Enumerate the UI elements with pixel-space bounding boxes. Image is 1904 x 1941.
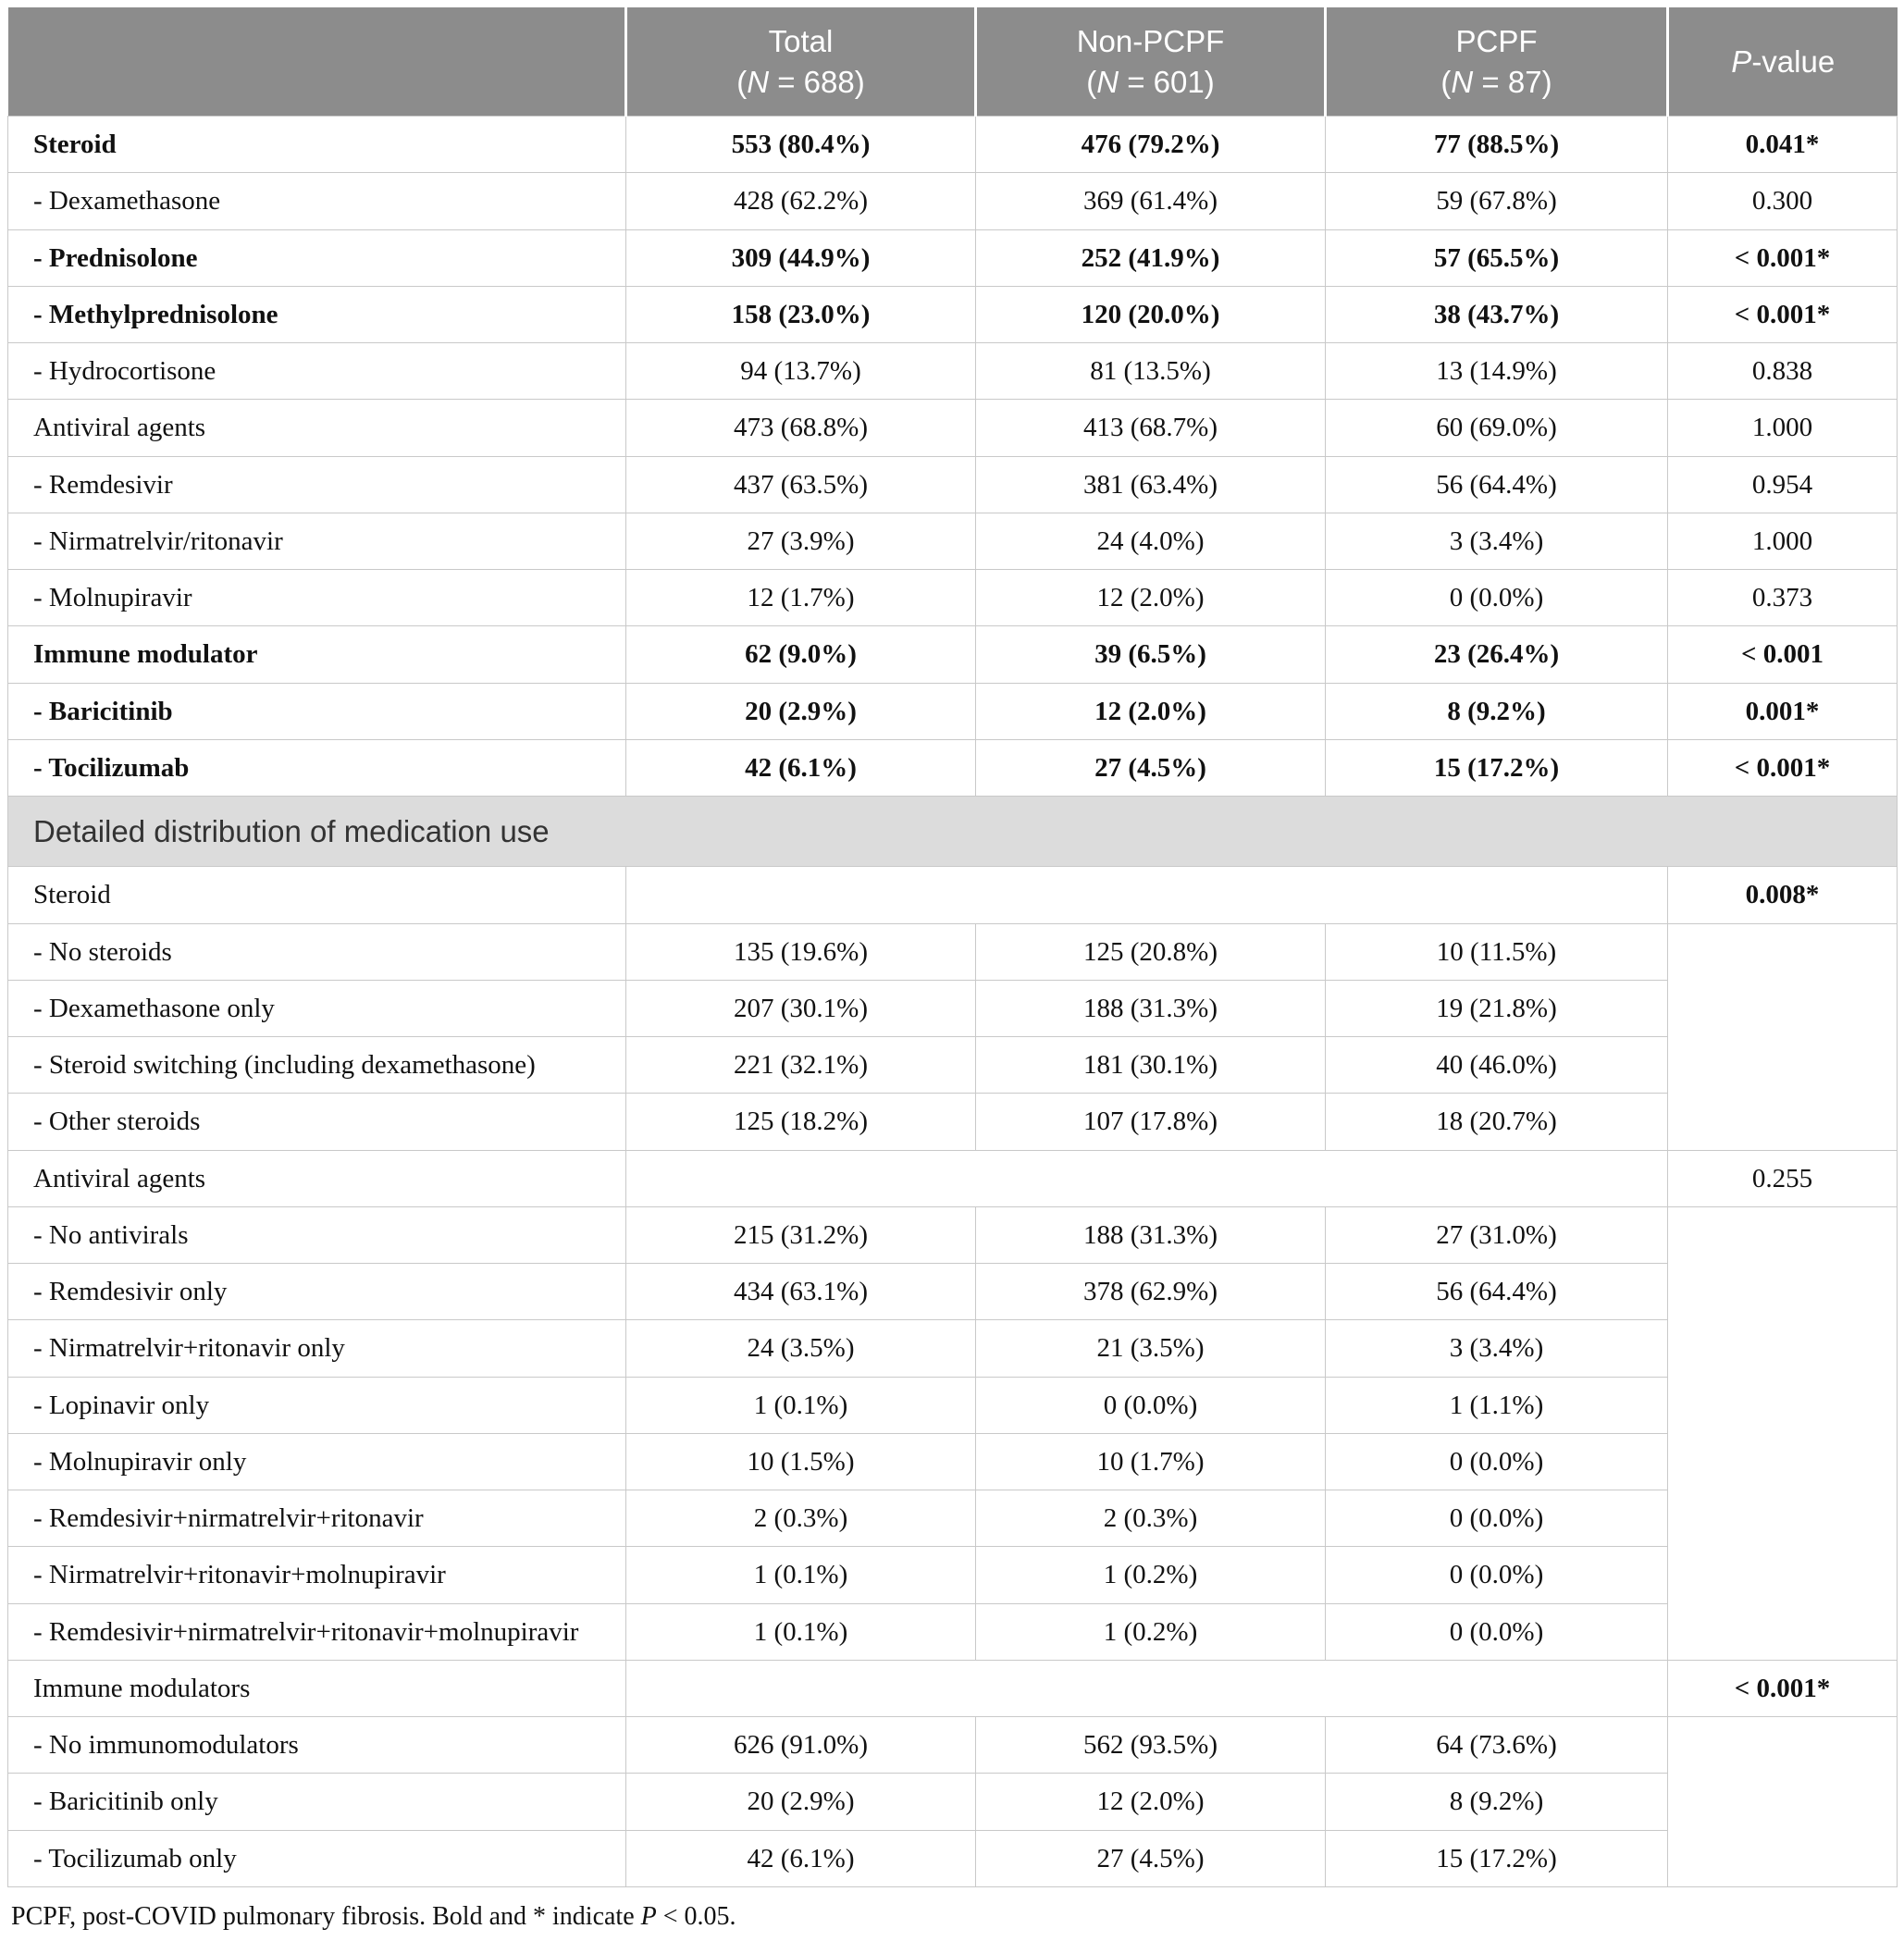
row-label: - Nirmatrelvir+ritonavir+molnupiravir: [8, 1547, 626, 1603]
row-label: - No antivirals: [8, 1206, 626, 1263]
value-non-pcpf: 12 (2.0%): [976, 683, 1326, 739]
value-pcpf: 0 (0.0%): [1326, 570, 1668, 626]
value-non-pcpf: 0 (0.0%): [976, 1377, 1326, 1433]
table-row: [8, 229, 1898, 286]
value-non-pcpf: 369 (61.4%): [976, 173, 1326, 229]
row-label: - Dexamethasone only: [8, 980, 626, 1036]
group-p-value: 0.255: [1668, 1150, 1898, 1206]
value-total: 158 (23.0%): [626, 286, 976, 342]
column-header-pcpf: PCPF (N = 87): [1326, 7, 1668, 117]
value-pcpf: 59 (67.8%): [1326, 173, 1668, 229]
value-total: 309 (44.9%): [626, 229, 976, 286]
column-header-label: [8, 7, 626, 117]
p-value: 1.000: [1668, 513, 1898, 569]
p-value-empty: [1668, 1717, 1898, 1887]
value-pcpf: 0 (0.0%): [1326, 1603, 1668, 1660]
table-row: [8, 980, 1898, 1036]
p-value-empty: [1668, 923, 1898, 1150]
value-pcpf: 8 (9.2%): [1326, 1774, 1668, 1830]
value-pcpf: 23 (26.4%): [1326, 626, 1668, 683]
value-non-pcpf: 39 (6.5%): [976, 626, 1326, 683]
table-row: [8, 1037, 1898, 1094]
row-label: - Tocilizumab: [8, 739, 626, 796]
footnote-italic-p: P: [640, 1901, 657, 1931]
value-non-pcpf: 2 (0.3%): [976, 1490, 1326, 1547]
table-row: [8, 739, 1898, 796]
value-total: 553 (80.4%): [626, 117, 976, 173]
value-total: 473 (68.8%): [626, 400, 976, 456]
value-non-pcpf: 181 (30.1%): [976, 1037, 1326, 1094]
detailed-distribution-section: [8, 867, 1898, 1887]
row-label: - Prednisolone: [8, 229, 626, 286]
p-value: < 0.001*: [1668, 739, 1898, 796]
value-non-pcpf: 188 (31.3%): [976, 980, 1326, 1036]
table-row: [8, 923, 1898, 980]
table-row: [8, 456, 1898, 513]
row-label: - Tocilizumab only: [8, 1830, 626, 1886]
row-label: - Nirmatrelvir+ritonavir only: [8, 1320, 626, 1377]
value-pcpf: 56 (64.4%): [1326, 456, 1668, 513]
value-pcpf: 8 (9.2%): [1326, 683, 1668, 739]
value-pcpf: 57 (65.5%): [1326, 229, 1668, 286]
column-header-total: Total (N = 688): [626, 7, 976, 117]
group-p-value: < 0.001*: [1668, 1660, 1898, 1716]
footnote-text-2: < 0.05.: [656, 1901, 736, 1931]
value-total: 135 (19.6%): [626, 923, 976, 980]
column-header-p-value: P-value: [1668, 7, 1898, 117]
value-total: 125 (18.2%): [626, 1094, 976, 1150]
p-value: 0.838: [1668, 343, 1898, 400]
table-row: [8, 1717, 1898, 1774]
table-row: [8, 1264, 1898, 1320]
value-non-pcpf: 21 (3.5%): [976, 1320, 1326, 1377]
row-label: Immune modulator: [8, 626, 626, 683]
row-label: - Nirmatrelvir/ritonavir: [8, 513, 626, 569]
value-total: 94 (13.7%): [626, 343, 976, 400]
value-total: 428 (62.2%): [626, 173, 976, 229]
value-non-pcpf: 81 (13.5%): [976, 343, 1326, 400]
value-pcpf: 0 (0.0%): [1326, 1490, 1668, 1547]
value-total: 20 (2.9%): [626, 683, 976, 739]
table-row: [8, 1603, 1898, 1660]
value-non-pcpf: 252 (41.9%): [976, 229, 1326, 286]
row-label: - Lopinavir only: [8, 1377, 626, 1433]
row-label: - Remdesivir+nirmatrelvir+ritonavir+molnupiravir: [8, 1603, 626, 1660]
value-non-pcpf: 1 (0.2%): [976, 1603, 1326, 1660]
p-value: < 0.001*: [1668, 229, 1898, 286]
p-value: < 0.001: [1668, 626, 1898, 683]
value-pcpf: 10 (11.5%): [1326, 923, 1668, 980]
value-total: 62 (9.0%): [626, 626, 976, 683]
group-header-row: [8, 867, 1898, 923]
group-label: Steroid: [8, 867, 626, 923]
table-row: [8, 1377, 1898, 1433]
section-divider: [8, 797, 1898, 867]
table-row: [8, 1094, 1898, 1150]
table-row: [8, 1320, 1898, 1377]
header-row: [8, 7, 1898, 117]
table-row: [8, 1547, 1898, 1603]
table-row: [8, 570, 1898, 626]
section-header-cell: Detailed distribution of medication use: [8, 797, 1898, 867]
value-pcpf: 64 (73.6%): [1326, 1717, 1668, 1774]
value-total: 207 (30.1%): [626, 980, 976, 1036]
value-non-pcpf: 476 (79.2%): [976, 117, 1326, 173]
value-pcpf: 0 (0.0%): [1326, 1433, 1668, 1490]
column-header-non-pcpf: Non-PCPF (N = 601): [976, 7, 1326, 117]
group-empty-span: [626, 1660, 1668, 1716]
p-value: < 0.001*: [1668, 286, 1898, 342]
value-pcpf: 38 (43.7%): [1326, 286, 1668, 342]
table-row: [8, 1490, 1898, 1547]
value-pcpf: 60 (69.0%): [1326, 400, 1668, 456]
table-row: [8, 1433, 1898, 1490]
p-value: 0.373: [1668, 570, 1898, 626]
p-value: 0.041*: [1668, 117, 1898, 173]
table-row: [8, 286, 1898, 342]
row-label: - Dexamethasone: [8, 173, 626, 229]
table-row: [8, 1774, 1898, 1830]
value-pcpf: 0 (0.0%): [1326, 1547, 1668, 1603]
table-row: [8, 626, 1898, 683]
value-total: 1 (0.1%): [626, 1377, 976, 1433]
value-pcpf: 77 (88.5%): [1326, 117, 1668, 173]
value-non-pcpf: 378 (62.9%): [976, 1264, 1326, 1320]
table-footnote: [7, 1887, 1897, 1941]
table-row: [8, 1830, 1898, 1886]
table-row: [8, 683, 1898, 739]
p-value: 1.000: [1668, 400, 1898, 456]
row-label: - Hydrocortisone: [8, 343, 626, 400]
value-pcpf: 13 (14.9%): [1326, 343, 1668, 400]
value-total: 215 (31.2%): [626, 1206, 976, 1263]
value-total: 42 (6.1%): [626, 739, 976, 796]
row-label: - Remdesivir only: [8, 1264, 626, 1320]
medication-summary-section: [8, 117, 1898, 797]
group-label: Antiviral agents: [8, 1150, 626, 1206]
row-label: - Molnupiravir: [8, 570, 626, 626]
value-total: 24 (3.5%): [626, 1320, 976, 1377]
table-header: [8, 7, 1898, 117]
p-value-empty: [1668, 1206, 1898, 1660]
group-header-row: [8, 1660, 1898, 1716]
row-label: - Methylprednisolone: [8, 286, 626, 342]
value-total: 434 (63.1%): [626, 1264, 976, 1320]
group-empty-span: [626, 867, 1668, 923]
p-value: 0.954: [1668, 456, 1898, 513]
row-label: Steroid: [8, 117, 626, 173]
p-value: 0.300: [1668, 173, 1898, 229]
value-non-pcpf: 27 (4.5%): [976, 739, 1326, 796]
row-label: - Remdesivir: [8, 456, 626, 513]
table-row: [8, 343, 1898, 400]
table-row: [8, 400, 1898, 456]
group-empty-span: [626, 1150, 1668, 1206]
value-non-pcpf: 188 (31.3%): [976, 1206, 1326, 1263]
value-total: 626 (91.0%): [626, 1717, 976, 1774]
value-non-pcpf: 12 (2.0%): [976, 1774, 1326, 1830]
value-total: 12 (1.7%): [626, 570, 976, 626]
row-label: - No immunomodulators: [8, 1717, 626, 1774]
value-total: 42 (6.1%): [626, 1830, 976, 1886]
row-label: Antiviral agents: [8, 400, 626, 456]
medication-use-table: [7, 7, 1898, 1887]
value-non-pcpf: 10 (1.7%): [976, 1433, 1326, 1490]
value-total: 10 (1.5%): [626, 1433, 976, 1490]
table-row: [8, 513, 1898, 569]
value-non-pcpf: 12 (2.0%): [976, 570, 1326, 626]
value-pcpf: 56 (64.4%): [1326, 1264, 1668, 1320]
value-pcpf: 40 (46.0%): [1326, 1037, 1668, 1094]
group-label: Immune modulators: [8, 1660, 626, 1716]
value-non-pcpf: 562 (93.5%): [976, 1717, 1326, 1774]
value-pcpf: 1 (1.1%): [1326, 1377, 1668, 1433]
value-non-pcpf: 413 (68.7%): [976, 400, 1326, 456]
value-non-pcpf: 125 (20.8%): [976, 923, 1326, 980]
value-non-pcpf: 381 (63.4%): [976, 456, 1326, 513]
value-total: 2 (0.3%): [626, 1490, 976, 1547]
value-pcpf: 15 (17.2%): [1326, 739, 1668, 796]
value-pcpf: 27 (31.0%): [1326, 1206, 1668, 1263]
value-non-pcpf: 107 (17.8%): [976, 1094, 1326, 1150]
footnote-text-1: PCPF, post-COVID pulmonary fibrosis. Bold and * indicate: [11, 1901, 641, 1931]
row-label: - Baricitinib only: [8, 1774, 626, 1830]
value-total: 437 (63.5%): [626, 456, 976, 513]
group-header-row: [8, 1150, 1898, 1206]
value-non-pcpf: 120 (20.0%): [976, 286, 1326, 342]
row-label: - Other steroids: [8, 1094, 626, 1150]
row-label: - Remdesivir+nirmatrelvir+ritonavir: [8, 1490, 626, 1547]
value-non-pcpf: 24 (4.0%): [976, 513, 1326, 569]
group-p-value: 0.008*: [1668, 867, 1898, 923]
value-total: 20 (2.9%): [626, 1774, 976, 1830]
value-non-pcpf: 27 (4.5%): [976, 1830, 1326, 1886]
p-value: 0.001*: [1668, 683, 1898, 739]
table-row: [8, 1206, 1898, 1263]
value-total: 221 (32.1%): [626, 1037, 976, 1094]
table-row: [8, 173, 1898, 229]
table-row: [8, 117, 1898, 173]
row-label: - Steroid switching (including dexamethasone): [8, 1037, 626, 1094]
row-label: - Molnupiravir only: [8, 1433, 626, 1490]
row-label: - Baricitinib: [8, 683, 626, 739]
value-pcpf: 18 (20.7%): [1326, 1094, 1668, 1150]
value-total: 1 (0.1%): [626, 1547, 976, 1603]
row-label: - No steroids: [8, 923, 626, 980]
value-non-pcpf: 1 (0.2%): [976, 1547, 1326, 1603]
value-pcpf: 19 (21.8%): [1326, 980, 1668, 1036]
value-pcpf: 3 (3.4%): [1326, 513, 1668, 569]
value-pcpf: 15 (17.2%): [1326, 1830, 1668, 1886]
value-total: 27 (3.9%): [626, 513, 976, 569]
value-total: 1 (0.1%): [626, 1603, 976, 1660]
value-pcpf: 3 (3.4%): [1326, 1320, 1668, 1377]
section-header-row: [8, 797, 1898, 867]
